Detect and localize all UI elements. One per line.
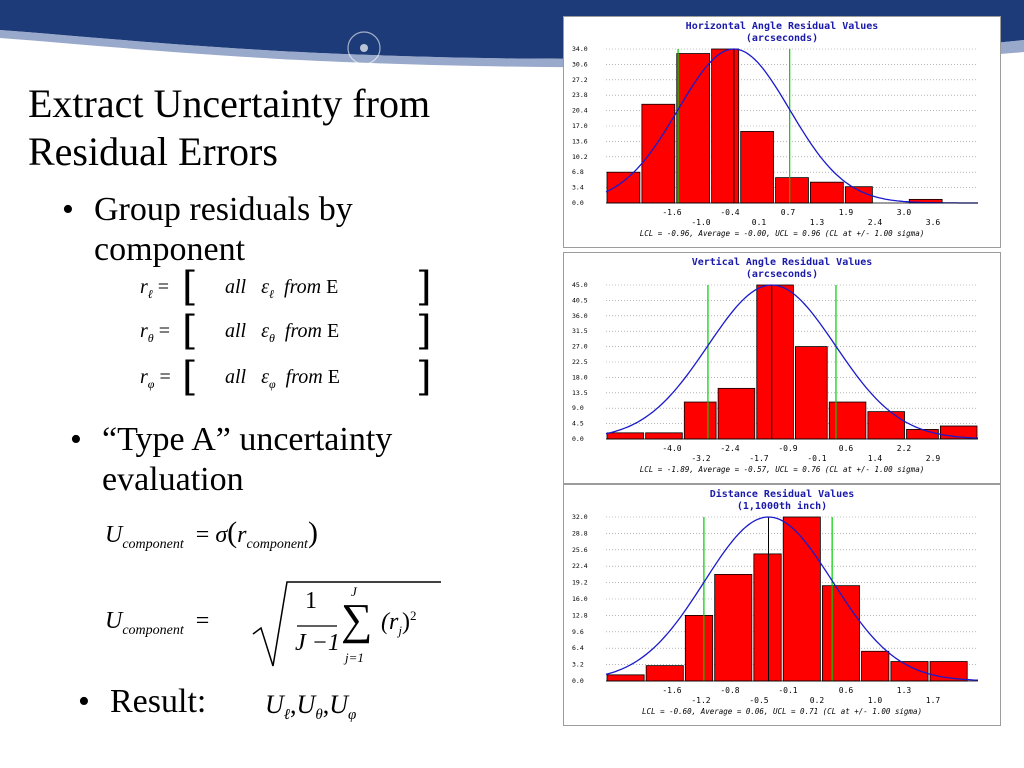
eq-equals: =: [157, 276, 170, 298]
eq-U: U: [105, 522, 123, 548]
histogram-bar: [642, 104, 675, 203]
eq-sub: j: [398, 622, 402, 638]
x-tick-label: -3.2: [691, 454, 711, 463]
bullet-type-a: [70, 420, 510, 504]
x-tick-label: -1.0: [691, 218, 711, 227]
title-line-2: Residual Errors: [28, 129, 278, 174]
eq-all: all: [225, 320, 247, 342]
y-tick-label: 32.0: [572, 513, 588, 521]
eq-sub: ℓ: [283, 707, 291, 724]
eq-open-bracket: [: [182, 354, 198, 400]
x-tick-label: 0.6: [838, 444, 854, 453]
histogram-bar: [810, 182, 843, 203]
x-tick-label: -1.7: [749, 454, 769, 463]
eq-close-bracket: ]: [416, 354, 432, 400]
y-tick-label: 40.5: [572, 296, 588, 305]
eq-all: all: [225, 366, 247, 388]
histogram-bar: [868, 412, 905, 439]
eq-U: U: [296, 690, 316, 719]
eq-close-paren: ): [401, 609, 410, 635]
x-tick-label: 1.3: [809, 218, 825, 227]
y-tick-label: 20.4: [572, 106, 588, 115]
histogram-bar: [712, 49, 739, 203]
y-tick-label: 12.8: [572, 611, 588, 620]
eq-r-symbol: r: [140, 366, 148, 388]
residual-vector-equations: [130, 262, 460, 402]
y-tick-label: 18.0: [572, 373, 588, 382]
x-tick-label: 0.6: [838, 686, 854, 695]
eq-sub: θ: [315, 707, 323, 724]
histogram-bar: [862, 651, 889, 681]
eq-result: [265, 690, 356, 724]
bullet-1-line-1: Group residuals by: [94, 191, 353, 228]
y-tick-label: 9.6: [572, 627, 584, 636]
y-tick-label: 6.4: [572, 644, 584, 653]
chart-horizontal-angle: [563, 16, 1001, 248]
bullet-2-line-2: evaluation: [102, 461, 244, 498]
chart-title: Horizontal Angle Residual Values: [685, 21, 879, 32]
eq-row-phi: [140, 366, 171, 392]
eq-equals: =: [158, 320, 170, 342]
x-tick-label: 2.9: [925, 454, 941, 463]
eq-sub: θ: [269, 331, 275, 345]
eq-r-symbol: r: [140, 320, 148, 342]
eq-lhs: [105, 608, 209, 639]
eq-sigma: σ: [215, 522, 228, 548]
x-tick-label: -0.8: [720, 686, 740, 695]
y-tick-label: 22.4: [572, 562, 588, 571]
histogram-bar: [607, 433, 644, 439]
histogram-bar: [685, 615, 712, 681]
chart-title: Vertical Angle Residual Values: [691, 257, 873, 268]
eq-row-theta: [140, 320, 170, 346]
eq-open-bracket: [: [182, 308, 198, 354]
chart-title: Distance Residual Values: [709, 489, 855, 500]
eq-from: from: [284, 276, 322, 298]
x-tick-label: -1.2: [691, 696, 711, 705]
chart-subtitle: (arcseconds): [745, 33, 819, 44]
eq-eps: ε: [261, 320, 270, 342]
eq-eps: ε: [261, 366, 270, 388]
eq-eps: ε: [261, 276, 270, 298]
eq-U: U: [329, 690, 348, 719]
control-limits-footer: LCL = -0.60, Average = 0.06, UCL = 0.71 (CL at +/- 1.00 sigma): [642, 707, 922, 716]
y-tick-label: 31.5: [572, 327, 588, 336]
eq-equals: =: [195, 608, 210, 634]
x-tick-label: 1.7: [925, 696, 941, 705]
bullet-1-line-2: component: [94, 231, 246, 268]
bullet-dot: •: [62, 191, 74, 228]
x-tick-label: 3.6: [925, 218, 941, 227]
x-tick-label: -0.1: [778, 686, 798, 695]
histogram-bar: [783, 517, 820, 681]
eq-standard-deviation: [105, 572, 445, 672]
histogram-bar: [646, 433, 683, 439]
eq-from: from: [285, 366, 323, 388]
y-tick-label: 45.0: [572, 281, 588, 289]
eq-U: U: [105, 608, 123, 634]
histogram-bar: [741, 131, 774, 203]
x-tick-label: 2.4: [867, 218, 883, 227]
eq-row-ell-body: [225, 276, 338, 302]
y-tick-label: 3.4: [572, 183, 584, 192]
y-tick-label: 3.2: [572, 660, 584, 669]
eq-numerator: 1: [305, 588, 317, 614]
y-tick-label: 17.0: [572, 122, 588, 130]
histogram-vertical-angle: [564, 253, 1000, 483]
chart-subtitle: (1,1000th inch): [736, 501, 828, 512]
eq-equals: =: [195, 522, 210, 548]
eq-sub: ℓ: [269, 287, 275, 301]
histogram-bar: [754, 554, 781, 681]
histogram-bar: [718, 388, 755, 439]
x-tick-label: 3.0: [896, 208, 912, 217]
x-tick-label: 0.1: [751, 218, 767, 227]
x-tick-label: -2.4: [720, 444, 740, 453]
eq-sum-sign: ∑: [341, 595, 373, 644]
eq-close-bracket: ]: [416, 308, 432, 354]
y-tick-label: 4.5: [572, 419, 584, 428]
y-tick-label: 13.5: [572, 388, 588, 397]
control-limits-footer: LCL = -0.96, Average = -0.00, UCL = 0.96 (CL at +/- 1.00 sigma): [639, 229, 925, 238]
y-tick-label: 27.0: [572, 342, 588, 351]
eq-sum-lower: j=1: [345, 650, 364, 665]
y-tick-label: 34.0: [572, 45, 588, 53]
x-tick-label: -1.6: [662, 208, 682, 217]
histogram-bar: [607, 675, 644, 681]
x-tick-label: -4.0: [662, 444, 682, 453]
eq-sub: φ: [347, 707, 357, 724]
histogram-bar: [907, 429, 939, 439]
chart-vertical-angle: [563, 252, 1001, 484]
y-tick-label: 0.0: [572, 435, 584, 443]
eq-sub: component: [122, 536, 184, 552]
y-tick-label: 22.5: [572, 358, 588, 366]
eq-sum-upper: J: [351, 584, 357, 599]
bullet-dot: •: [78, 683, 90, 720]
x-tick-label: -0.1: [807, 454, 827, 463]
eq-sub: ℓ: [147, 287, 153, 301]
y-tick-label: 0.0: [572, 199, 584, 207]
x-tick-label: 2.2: [896, 444, 912, 453]
eq-row-phi-body: [225, 366, 340, 392]
eq-r-symbol: r: [140, 276, 148, 298]
bullet-dot: •: [70, 421, 82, 458]
eq-sub: φ: [147, 377, 155, 391]
histogram-bar: [776, 178, 809, 203]
eq-r-symbol: r: [237, 522, 247, 548]
eq-E: E: [326, 276, 339, 298]
histogram-bar: [684, 402, 716, 439]
eq-equals: =: [159, 366, 171, 388]
eq-square: 2: [409, 608, 417, 623]
chart-distance: [563, 484, 1001, 726]
histogram-bar: [646, 666, 683, 681]
eq-sub: component: [246, 536, 308, 552]
x-tick-label: 0.7: [780, 208, 796, 217]
eq-sigma-definition: $U_{component} = \sigma(r_{component})$: [105, 516, 318, 552]
bullet-result: [78, 682, 248, 726]
eq-comma: ,: [290, 690, 297, 719]
bullet-3-text: Result:: [110, 683, 207, 720]
eq-E: E: [327, 366, 340, 388]
eq-close-bracket: ]: [416, 264, 432, 310]
eq-rj: (r: [381, 609, 399, 635]
slide-title: [28, 80, 558, 176]
histogram-bar: [829, 402, 866, 439]
title-line-1: Extract Uncertainty from: [28, 81, 431, 126]
y-tick-label: 30.6: [572, 60, 588, 69]
y-tick-label: 16.0: [572, 595, 588, 603]
histogram-bar: [607, 172, 640, 203]
eq-open-bracket: [: [182, 264, 198, 310]
y-tick-label: 0.0: [572, 677, 584, 685]
y-tick-label: 19.2: [572, 578, 588, 587]
eq-rj-term: [381, 608, 416, 639]
histogram-distance: [564, 485, 1000, 725]
x-tick-label: 1.4: [867, 454, 883, 463]
x-tick-label: -0.5: [749, 696, 769, 705]
histogram-bar: [757, 285, 794, 439]
eq-row-theta-body: [225, 320, 339, 346]
y-tick-label: 10.2: [572, 152, 588, 161]
eq-sub: φ: [269, 377, 276, 391]
chart-subtitle: (arcseconds): [745, 269, 819, 280]
eq-denominator: J −1: [295, 630, 340, 656]
eq-sub: component: [122, 622, 184, 638]
histogram-bar: [677, 54, 710, 203]
y-tick-label: 27.2: [572, 75, 588, 84]
histogram-bar: [795, 347, 827, 439]
y-tick-label: 25.6: [572, 545, 588, 554]
eq-all: all: [225, 276, 247, 298]
x-tick-label: 0.2: [809, 696, 825, 705]
x-tick-label: 1.9: [838, 208, 854, 217]
eq-U: U: [265, 690, 284, 719]
eq-comma: ,: [322, 690, 330, 719]
y-tick-label: 36.0: [572, 311, 588, 320]
eq-sub: θ: [147, 331, 154, 345]
eq-row-ell: [140, 276, 169, 302]
histogram-bar: [822, 586, 859, 681]
eq-from: from: [284, 320, 322, 342]
eq-E: E: [326, 320, 340, 342]
y-tick-label: 6.8: [572, 168, 584, 177]
x-tick-label: -0.9: [778, 444, 798, 453]
y-tick-label: 28.8: [572, 529, 588, 538]
control-limits-footer: LCL = -1.89, Average = -0.57, UCL = 0.76 (CL at +/- 1.00 sigma): [639, 465, 925, 474]
bullet-2-line-1: “Type A” uncertainty: [102, 421, 393, 458]
x-tick-label: -1.6: [662, 686, 682, 695]
y-tick-label: 13.6: [572, 137, 588, 146]
x-tick-label: -0.4: [720, 208, 740, 217]
y-tick-label: 9.0: [572, 404, 584, 413]
histogram-bar: [715, 574, 752, 681]
x-tick-label: 1.3: [896, 686, 912, 695]
histogram-horizontal-angle: [564, 17, 1000, 247]
y-tick-label: 23.8: [572, 91, 588, 100]
x-tick-label: 1.0: [867, 696, 883, 705]
